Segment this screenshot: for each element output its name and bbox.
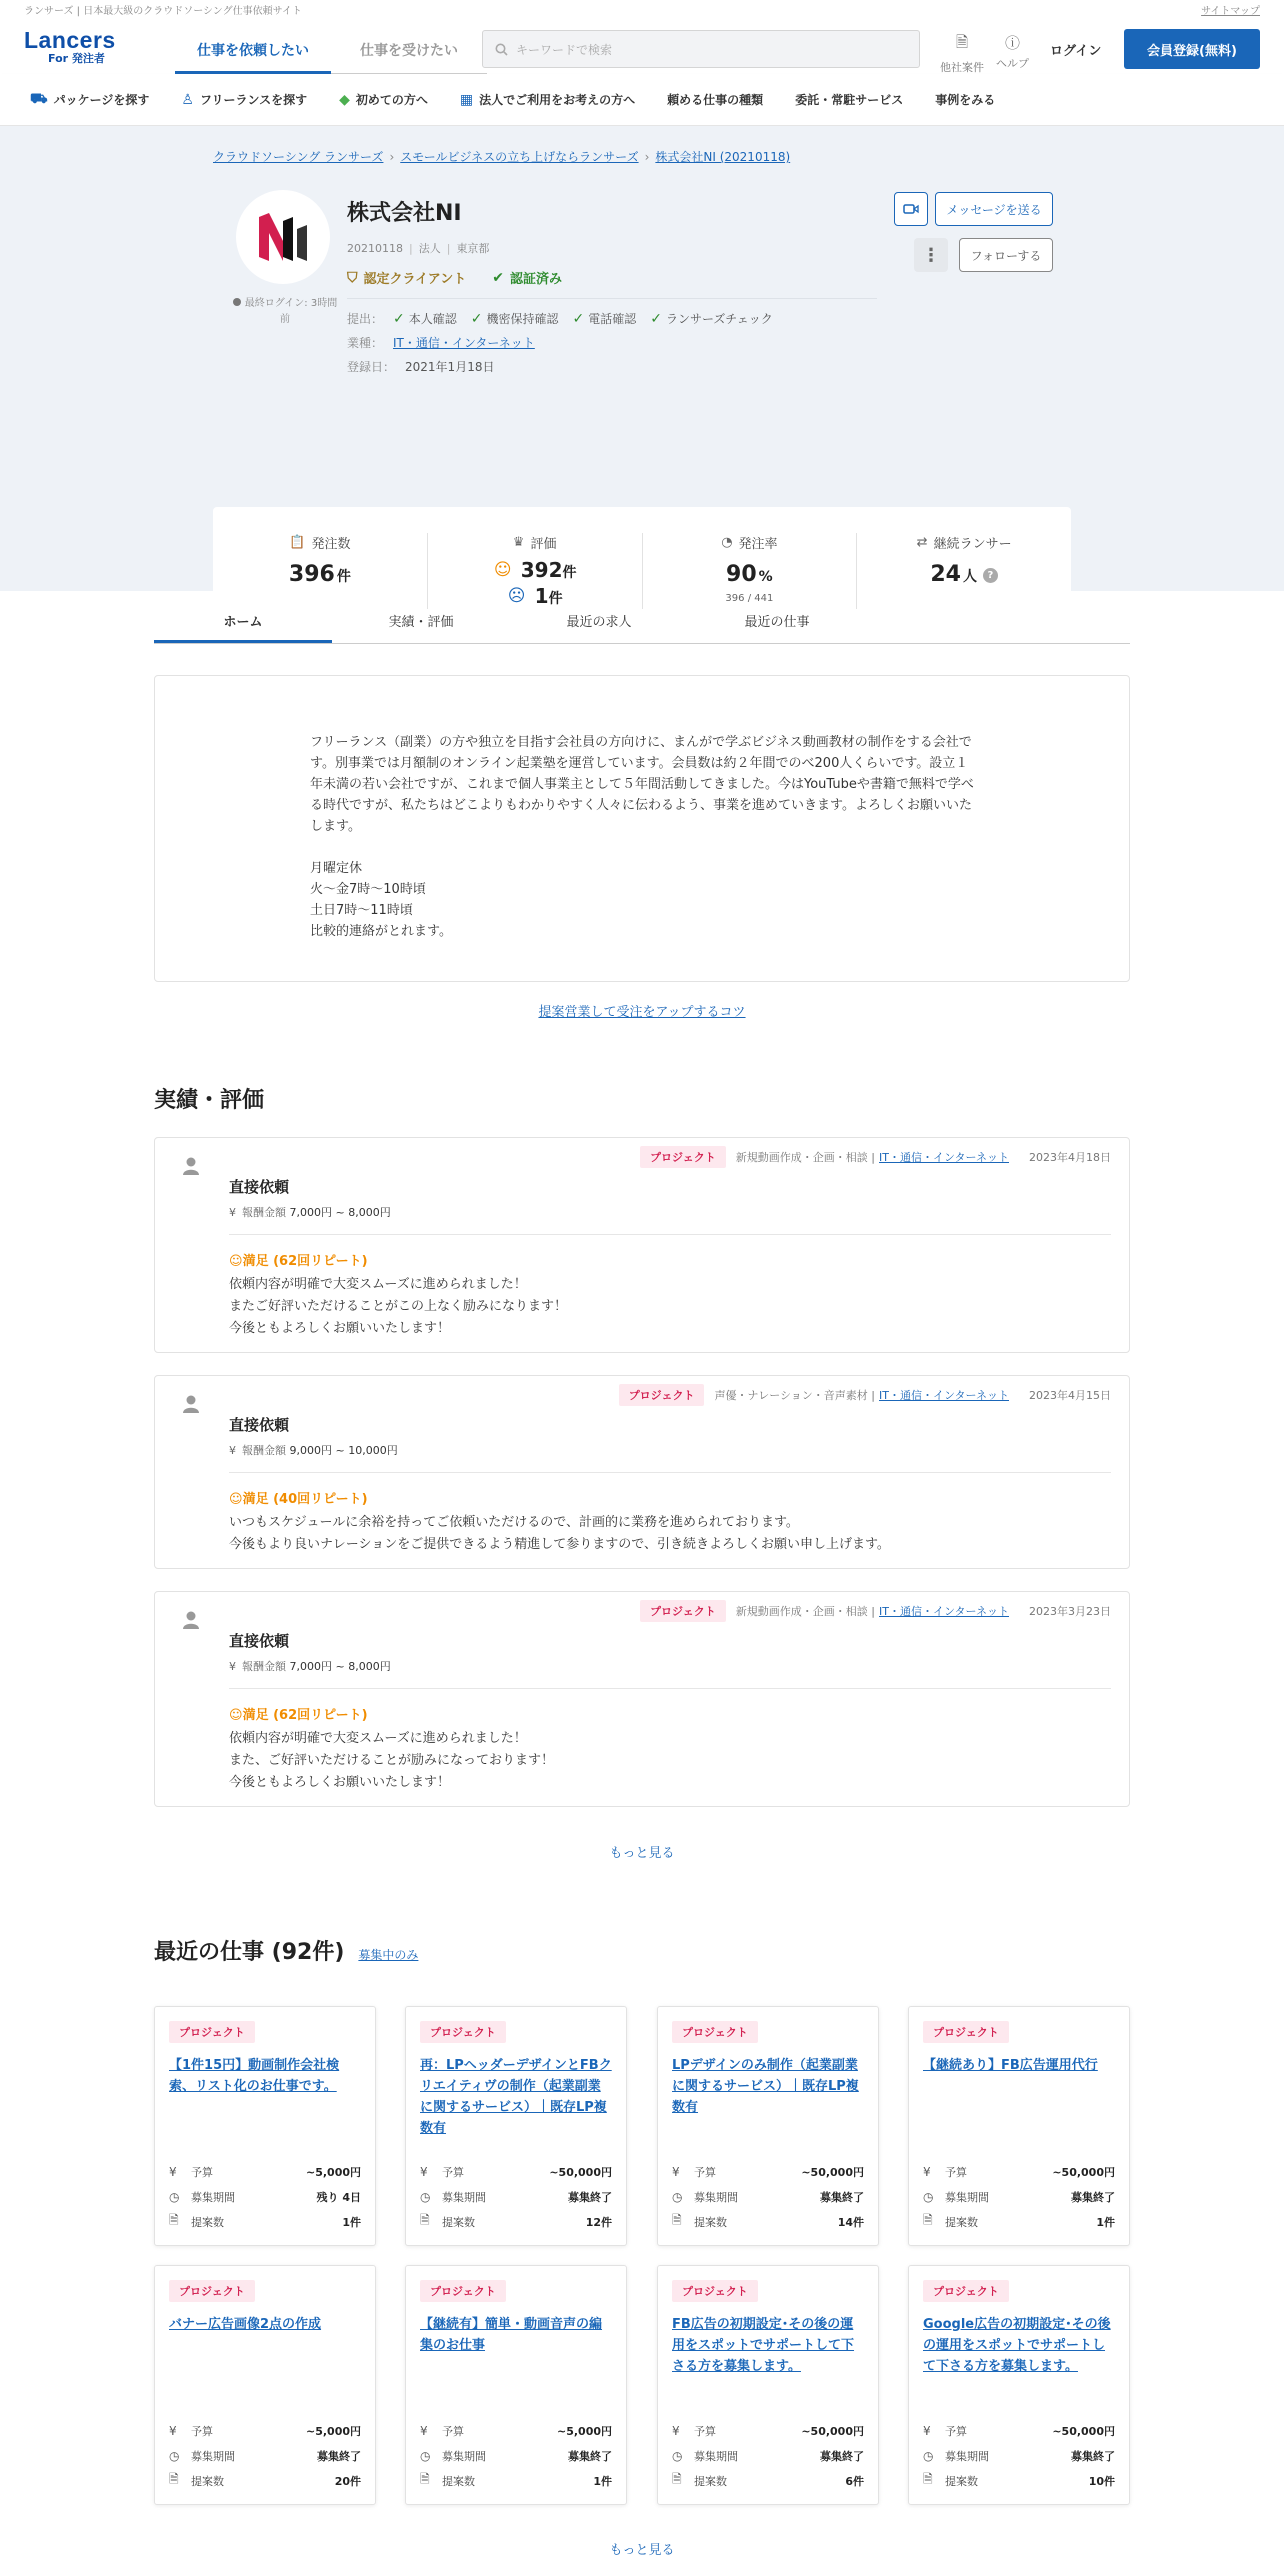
tab-receive-work[interactable]: 仕事を受けたい [331, 28, 487, 74]
clock-icon: ◷ [923, 2189, 934, 2204]
budget-value: ~5,000円 [305, 2424, 361, 2438]
job-title-link[interactable]: 再：LPヘッダーデザインとFBクリエイティヴの制作（起業副業に関するサービス）｜既存LP複数有 [420, 2058, 612, 2136]
stat-label: 評価 [530, 537, 557, 552]
other-jobs-label: 他社案件 [940, 61, 984, 74]
login-button[interactable]: ログイン [1050, 44, 1102, 59]
review-meta: プロジェクト 新規動画作成・企画・相談 | IT・通信・インターネット 2023年4月18日 [640, 1146, 1111, 1168]
company-type: 法人 [418, 242, 441, 255]
project-tag: プロジェクト [640, 1600, 726, 1622]
divider [347, 298, 877, 299]
clock-icon: ◷ [923, 2448, 934, 2463]
period-label: 募集期間 [442, 2190, 486, 2204]
certified-label: 認定クライアント [363, 272, 467, 287]
reviews-more-link[interactable]: もっと見る [609, 1846, 675, 1861]
reviews-section-title: 実績・評価 [154, 1088, 265, 1113]
tab-order-work[interactable]: 仕事を依頼したい [175, 28, 331, 74]
review-body: 依頼内容が明確で大変スムーズに進められました！ またご好評いただけることがこの上なく励みになります！ 今後ともよろしくお願いいたします！ [229, 1277, 568, 1336]
stat-value: 24 [930, 562, 961, 587]
yen-icon: ¥ [229, 1444, 236, 1457]
job-card[interactable] [154, 2265, 376, 2505]
verification-item [573, 310, 637, 327]
proposals-label: 提案数 [694, 2474, 727, 2488]
shield-icon: ⛉ [347, 269, 358, 286]
proposals-label: 提案数 [191, 2474, 224, 2488]
video-call-button[interactable] [894, 192, 928, 226]
job-proposals-row [923, 2209, 1115, 2234]
job-details [923, 2418, 1115, 2493]
job-title-link[interactable]: FB広告の初期設定･その後の運用をスポットでサポートして下さる方を募集します。 [672, 2317, 855, 2374]
job-proposals-row [672, 2209, 864, 2234]
period-value: 募集終了 [317, 2449, 361, 2463]
budget-label: 予算 [191, 2424, 213, 2438]
nav-label: 初めての方へ [355, 93, 428, 107]
review-category: 声優・ナレーション・音声素材 [714, 1389, 868, 1402]
user-avatar-icon [181, 1610, 201, 1630]
clock-icon: ◷ [420, 2189, 431, 2204]
review-body: いつもスケジュールに余裕を持ってご依頼いただけるので、計画的に業務を進められております。 今後もより良いナレーションをご提供できるよう精進して参りますので、引き続きよろしくお願い申し上げます。 [229, 1515, 890, 1552]
nav-packages[interactable] [30, 91, 149, 109]
breadcrumb: クラウドソーシング ランサーズ › スモールビジネスの立ち上げならランサーズ › 株式会社NI (20210118) [213, 150, 791, 164]
project-tag: プロジェクト [169, 2021, 255, 2043]
verification-item [650, 310, 773, 327]
budget-value: ~5,000円 [556, 2424, 612, 2438]
review-fee [229, 1442, 398, 1458]
job-title-link[interactable]: バナー広告画像2点の作成 [169, 2317, 322, 2332]
proposals-label: 提案数 [442, 2474, 475, 2488]
satisfaction: ☺満足 (40回リピート) [229, 1492, 368, 1507]
proposals-value: 1件 [593, 2474, 612, 2488]
stat-unit: 人 [962, 569, 977, 585]
job-card[interactable] [154, 2006, 376, 2246]
search-icon [495, 43, 508, 56]
kebab-icon: ⋮ [922, 244, 940, 266]
verification-label: 本人確認 [408, 312, 457, 326]
yen-icon: ¥ [923, 2164, 931, 2179]
user-avatar-icon [181, 1156, 201, 1176]
budget-label: 予算 [442, 2424, 464, 2438]
job-period-row [923, 2184, 1115, 2209]
budget-value: ~50,000円 [1052, 2165, 1115, 2179]
review-card [154, 1137, 1130, 1353]
building-icon: ▦ [459, 91, 474, 108]
badges [347, 268, 562, 287]
about-text: フリーランス（副業）の方や独立を目指す会社員の方向けに、まんがで学ぶビジネス動画教材の制作をする会社です。別事業では月額制のオンライン起業塾を運営しています。会員数は約２年間でのべ200人くらいです。設立１年未満の若い会社ですが、これまで個人事業主として５年間活動してきました。今はYouTubeや書籍で無料で学べる時代ですが、私たちはどこよりもわかりやすく人々に伝わるよう、事業を進めていきます。よろしくお願いいたします。 月曜定休 火～金7時～10時頃 土日7時～11時頃 比較的連絡がとれます。 [310, 735, 974, 939]
job-title-link[interactable]: 【1件15円】動画制作会社検索、リスト化のお仕事です。 [169, 2058, 340, 2094]
project-tag: プロジェクト [923, 2021, 1009, 2043]
nav-beginners[interactable] [339, 91, 428, 108]
job-card[interactable] [908, 2006, 1130, 2246]
check-icon: ✓ [572, 310, 585, 327]
beginner-icon: ◆ [339, 91, 350, 108]
document-icon: 🗎 [923, 2213, 933, 2227]
period-label: 募集期間 [191, 2190, 235, 2204]
job-card[interactable] [657, 2006, 879, 2246]
budget-label: 予算 [945, 2424, 967, 2438]
period-label: 募集期間 [945, 2190, 989, 2204]
job-budget-row [420, 2418, 612, 2443]
search-input[interactable] [482, 30, 920, 68]
proposals-value: 1件 [1096, 2215, 1115, 2229]
job-proposals-row [923, 2468, 1115, 2493]
logo-subtext: For 発注者 [48, 51, 105, 65]
period-label: 募集期間 [945, 2449, 989, 2463]
nav-freelancers[interactable] [181, 91, 307, 108]
proposals-value: 14件 [837, 2215, 864, 2229]
breadcrumb-item[interactable]: スモールビジネスの立ち上げならランサーズ [400, 150, 639, 164]
job-period-row [420, 2443, 612, 2468]
project-tag: プロジェクト [640, 1146, 726, 1168]
clock-icon: ◷ [672, 2189, 683, 2204]
project-tag: プロジェクト [420, 2280, 506, 2302]
review-date: 2023年4月18日 [1029, 1151, 1111, 1164]
job-title-link[interactable]: Google広告の初期設定･その後の運用をスポットでサポートして下さる方を募集します。 [923, 2317, 1111, 2374]
job-proposals-row [420, 2209, 612, 2234]
last-login [230, 296, 340, 328]
check-icon: ✓ [470, 310, 483, 327]
period-value: 募集終了 [1071, 2190, 1115, 2204]
yen-icon: ¥ [672, 2423, 680, 2438]
period-value: 募集終了 [1071, 2449, 1115, 2463]
package-icon: ⛟ [30, 90, 48, 107]
budget-label: 予算 [442, 2165, 464, 2179]
satisfaction-label: 満足 (62回リピート) [242, 1254, 368, 1269]
signup-button[interactable]: 会員登録(無料) [1124, 29, 1260, 69]
review-fee [229, 1658, 391, 1674]
pie-icon: ◔ [721, 535, 733, 550]
budget-value: ~50,000円 [1052, 2424, 1115, 2438]
clock-icon: ◷ [169, 2448, 180, 2463]
smile-icon: ☺ [493, 560, 512, 580]
proposals-value: 20件 [334, 2474, 361, 2488]
project-tag: プロジェクト [672, 2021, 758, 2043]
stat-unit: 件 [548, 591, 563, 607]
stat-value: 396 [288, 562, 335, 587]
document-icon: 🗎 [420, 2213, 430, 2227]
job-details [169, 2418, 361, 2493]
clock-icon: ◷ [169, 2189, 180, 2204]
review-card [154, 1375, 1130, 1569]
repeat-icon: ⇄ [916, 535, 928, 550]
nav-job-types[interactable] [667, 91, 763, 108]
nav-label: 頼める仕事の種類 [667, 93, 764, 107]
top-info-bar [0, 0, 1284, 18]
tab-recent-postings[interactable]: 最近の求人 [566, 615, 632, 630]
budget-label: 予算 [694, 2424, 716, 2438]
budget-label: 予算 [191, 2165, 213, 2179]
yen-icon: ¥ [229, 1660, 236, 1673]
fee-label: 報酬金額 [242, 1206, 286, 1219]
budget-label: 予算 [694, 2165, 716, 2179]
company-meta: 20210118 | 法人 | 東京都 [347, 242, 490, 255]
page-tabs [154, 598, 1130, 644]
person-icon: ♙ [181, 91, 194, 108]
document-icon: 🗎 [420, 2472, 430, 2486]
fee-label: 報酬金額 [242, 1444, 286, 1457]
stat-value: 90 [726, 562, 757, 587]
industry-link[interactable]: IT・通信・インターネット [879, 1389, 1009, 1402]
video-icon [903, 203, 919, 215]
review-meta: プロジェクト 新規動画作成・企画・相談 | IT・通信・インターネット 2023年3月23日 [640, 1600, 1111, 1622]
job-proposals-row [169, 2468, 361, 2493]
budget-value: ~50,000円 [549, 2165, 612, 2179]
tab-home[interactable]: ホーム [154, 598, 332, 643]
company-logo-image [253, 207, 313, 267]
stat-subtext: 396 / 441 [725, 593, 774, 604]
budget-label: 予算 [945, 2165, 967, 2179]
proposals-value: 6件 [845, 2474, 864, 2488]
nav-case-studies[interactable] [935, 91, 995, 108]
yen-icon: ¥ [420, 2423, 428, 2438]
project-tag: プロジェクト [619, 1384, 705, 1406]
review-date: 2023年3月23日 [1029, 1605, 1111, 1618]
job-details [169, 2159, 361, 2234]
rating-bad-value: 1 [534, 584, 549, 608]
yen-icon: ¥ [923, 2423, 931, 2438]
frown-icon: ☹ [507, 586, 526, 606]
sitemap-link[interactable]: サイトマップ [1201, 5, 1260, 17]
verification-label: 電話確認 [588, 312, 637, 326]
lancers-logo[interactable] [24, 26, 129, 65]
job-details [923, 2159, 1115, 2234]
proposals-value: 12件 [585, 2215, 612, 2229]
job-period-row [672, 2443, 864, 2468]
fee-label: 報酬金額 [242, 1660, 286, 1673]
other-jobs-button[interactable] [940, 32, 984, 75]
nav-label: 法人でご利用をお考えの方へ [479, 93, 636, 107]
review-category: 新規動画作成・企画・相談 [735, 1151, 868, 1164]
project-tag: プロジェクト [169, 2280, 255, 2302]
document-icon: 🗎 [672, 2213, 682, 2227]
yen-icon: ¥ [420, 2164, 428, 2179]
last-login-text: 最終ログイン: 3時間前 [244, 298, 338, 325]
project-tag: プロジェクト [420, 2021, 506, 2043]
tips-link[interactable]: 提案営業して受注をアップするコツ [538, 1005, 746, 1020]
company-location: 東京都 [456, 242, 490, 255]
stat-unit: % [758, 569, 773, 585]
document-icon: 🗎 [672, 2472, 682, 2486]
proposals-label: 提案数 [945, 2474, 978, 2488]
verification-label: ランサーズチェック [666, 312, 773, 326]
check-icon: ✓ [393, 310, 405, 327]
company-id: 20210118 [347, 242, 403, 255]
open-jobs-filter-link[interactable]: 募集中のみ [358, 1948, 419, 1962]
document-icon: 🗎 [169, 2213, 179, 2227]
verification-label: 機密保持確認 [486, 312, 559, 326]
job-details [672, 2418, 864, 2493]
job-proposals-row [672, 2468, 864, 2493]
industry [347, 334, 535, 351]
job-budget-row [923, 2418, 1115, 2443]
fee-value: 9,000円 ~ 10,000円 [289, 1444, 398, 1457]
yen-icon: ¥ [169, 2423, 177, 2438]
industry-link[interactable]: IT・通信・インターネット [879, 1151, 1009, 1164]
job-card[interactable] [908, 2265, 1130, 2505]
clock-icon: ◷ [420, 2448, 431, 2463]
verification-item [393, 310, 457, 327]
more-options-button[interactable] [914, 238, 948, 272]
jobs-title-text: 最近の仕事 (92件) [154, 1940, 345, 1965]
job-budget-row [169, 2418, 361, 2443]
yen-icon: ¥ [672, 2164, 680, 2179]
job-title-link[interactable]: 【継続あり】FB広告運用代行 [923, 2058, 1098, 2073]
stat-unit: 件 [336, 569, 351, 585]
industry-link[interactable]: IT・通信・インターネット [879, 1605, 1009, 1618]
job-details [420, 2418, 612, 2493]
job-budget-row [169, 2159, 361, 2184]
satisfaction-label: 満足 (40回リピート) [242, 1492, 368, 1507]
period-value: 残り 4日 [316, 2190, 361, 2204]
stat-label: 継続ランサー [933, 537, 1012, 552]
site-tagline: ランサーズ | 日本最大級のクラウドソーシング仕事依頼サイト [24, 5, 302, 17]
follow-button[interactable]: フォローする [959, 238, 1053, 272]
rating-good-value: 392 [520, 558, 563, 582]
proposals-label: 提案数 [191, 2215, 224, 2229]
nav-corporate[interactable] [460, 91, 635, 108]
job-period-row [672, 2184, 864, 2209]
job-period-row [169, 2443, 361, 2468]
period-label: 募集期間 [191, 2449, 235, 2463]
review-title: 直接依頼 [229, 1632, 290, 1650]
clock-icon: ◷ [672, 2448, 683, 2463]
proposals-value: 10件 [1088, 2474, 1115, 2488]
document-icon: 🗎 [955, 33, 969, 51]
help-label: ヘルプ [996, 57, 1029, 70]
stat-label: 発注数 [311, 537, 351, 552]
nav-label: 委託・常駐サービス [795, 93, 904, 107]
job-card[interactable] [657, 2265, 879, 2505]
satisfaction-label: 満足 (62回リピート) [242, 1708, 368, 1723]
period-label: 募集期間 [694, 2190, 738, 2204]
job-proposals-row [420, 2468, 612, 2493]
about-box [154, 675, 1130, 982]
job-period-row [169, 2184, 361, 2209]
proposals-label: 提案数 [945, 2215, 978, 2229]
industry-link[interactable]: IT・通信・インターネット [393, 336, 535, 350]
job-details [420, 2159, 612, 2234]
project-tag: プロジェクト [923, 2280, 1009, 2302]
industry-label: 業種： [347, 336, 384, 350]
sub-navigation [0, 74, 1284, 126]
help-button[interactable] [996, 32, 1029, 71]
tab-reviews[interactable]: 実績・評価 [388, 615, 454, 630]
job-budget-row [672, 2418, 864, 2443]
verified-label: 認証済み [509, 272, 562, 287]
job-title-link[interactable]: 【継続有】簡単・動画音声の編集のお仕事 [420, 2317, 603, 2353]
user-avatar-icon [181, 1394, 201, 1414]
crown-icon: ♛ [512, 535, 525, 550]
job-details [672, 2159, 864, 2234]
send-message-button[interactable]: メッセージを送る [935, 192, 1053, 226]
review-card [154, 1591, 1130, 1807]
satisfaction: ☺満足 (62回リピート) [229, 1708, 368, 1723]
header [0, 18, 1284, 74]
proposals-label: 提案数 [442, 2215, 475, 2229]
verified-badge [492, 268, 562, 287]
nav-label: パッケージを探す [53, 93, 150, 107]
job-title-link[interactable]: LPデザインのみ制作（起業副業に関するサービス）｜既存LP複数有 [672, 2058, 859, 2115]
fee-value: 7,000円 ~ 8,000円 [289, 1206, 391, 1219]
period-label: 募集期間 [442, 2449, 486, 2463]
check-circle-icon: ✔ [492, 269, 504, 286]
profile-hero [0, 126, 1284, 608]
satisfaction: ☺満足 (62回リピート) [229, 1254, 368, 1269]
job-budget-row [672, 2159, 864, 2184]
certified-client-badge [347, 268, 466, 287]
budget-value: ~50,000円 [801, 2424, 864, 2438]
nav-label: フリーランスを探す [199, 93, 308, 107]
submitted-label: 提出： [347, 312, 384, 326]
budget-value: ~50,000円 [801, 2165, 864, 2179]
period-label: 募集期間 [694, 2449, 738, 2463]
jobs-more-link[interactable]: もっと見る [609, 2543, 675, 2558]
review-date: 2023年4月15日 [1029, 1389, 1111, 1402]
jobs-section-title [154, 1935, 418, 1966]
registered-label: 登録日： [347, 360, 396, 374]
period-value: 募集終了 [820, 2190, 864, 2204]
yen-icon: ¥ [169, 2164, 177, 2179]
job-period-row [923, 2443, 1115, 2468]
check-icon: ✓ [650, 310, 662, 327]
job-proposals-row [169, 2209, 361, 2234]
company-avatar [236, 190, 330, 284]
verifications [347, 310, 787, 327]
logo-text: Lancers [24, 26, 116, 53]
proposals-label: 提案数 [694, 2215, 727, 2229]
tab-recent-jobs[interactable]: 最近の仕事 [744, 615, 810, 630]
job-card[interactable] [405, 2006, 627, 2246]
nav-outsourcing[interactable] [795, 91, 903, 108]
nav-label: 事例をみる [935, 93, 996, 107]
fee-value: 7,000円 ~ 8,000円 [289, 1660, 391, 1673]
document-icon: 🗎 [169, 2472, 179, 2486]
review-title: 直接依頼 [229, 1178, 290, 1196]
search-placeholder: キーワードで検索 [516, 42, 613, 57]
proposals-value: 1件 [342, 2215, 361, 2229]
breadcrumb-item[interactable]: クラウドソーシング ランサーズ [213, 150, 384, 164]
review-category: 新規動画作成・企画・相談 [735, 1605, 868, 1618]
document-icon: 🗎 [923, 2472, 933, 2486]
stat-label: 発注率 [738, 537, 778, 552]
tips-row [0, 1001, 1284, 1020]
job-budget-row [420, 2159, 612, 2184]
job-period-row [420, 2184, 612, 2209]
period-value: 募集終了 [820, 2449, 864, 2463]
review-body: 依頼内容が明確で大変スムーズに進められました！ また、ご好評いただけることが励みになっております！ 今後ともよろしくお願いいたします！ [229, 1731, 555, 1790]
help-icon: ⓘ [1004, 34, 1020, 52]
breadcrumb-item[interactable]: 株式会社NI (20210118) [655, 150, 791, 164]
review-meta: プロジェクト 声優・ナレーション・音声素材 | IT・通信・インターネット 2023年4月15日 [619, 1384, 1111, 1406]
review-fee [229, 1204, 391, 1220]
company-name: 株式会社NI [347, 201, 462, 226]
period-value: 募集終了 [568, 2449, 612, 2463]
job-card[interactable] [405, 2265, 627, 2505]
question-icon[interactable]: ? [983, 568, 998, 583]
mode-tabs [175, 28, 487, 74]
registration-date [347, 358, 494, 375]
yen-icon: ¥ [229, 1206, 236, 1219]
registered-value: 2021年1月18日 [405, 360, 495, 374]
clipboard-icon: 📋 [289, 535, 306, 550]
review-title: 直接依頼 [229, 1416, 290, 1434]
period-value: 募集終了 [568, 2190, 612, 2204]
verification-item [471, 310, 559, 327]
budget-value: ~5,000円 [305, 2165, 361, 2179]
job-budget-row [923, 2159, 1115, 2184]
stat-unit: 件 [562, 565, 577, 581]
project-tag: プロジェクト [672, 2280, 758, 2302]
